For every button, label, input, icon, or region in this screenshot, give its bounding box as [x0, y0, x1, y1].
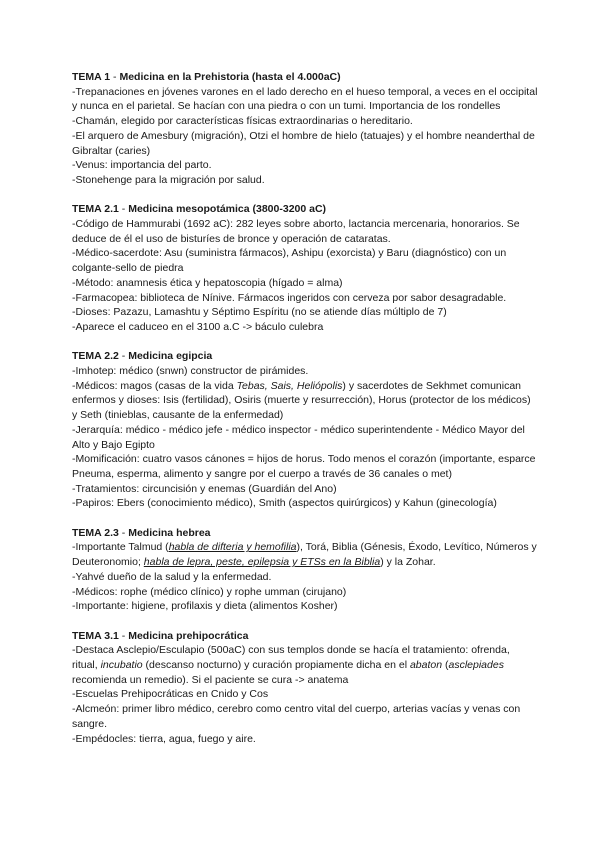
text-run: -Papiros: Ebers (conocimiento médico), Smith (aspectos quirúrgicos) y Kahun (ginecología): [72, 497, 497, 510]
text-run: -Momificación: cuatro vasos cánones = hijos de horus. Todo menos el corazón (importante, esparce Pneuma, esperma, alimento y sangre por el cuerpo a través de 36 canales o met): [72, 453, 536, 480]
section-number: TEMA 1: [72, 71, 111, 83]
list-item: [72, 702, 538, 731]
text-run: -Venus: importancia del parto.: [72, 159, 212, 172]
text-run: -Aparece el caduceo en el 3100 a.C -> báculo culebra: [72, 320, 324, 333]
text-run: -Farmacopea: biblioteca de Nínive. Fármacos ingeridos con cerveza por sabor desagradable.: [72, 291, 507, 304]
list-item: [72, 732, 538, 747]
italic-text: Tebas, Sais, Heliópolis: [236, 379, 343, 392]
list-item: [72, 570, 538, 585]
list-item: [72, 291, 538, 306]
text-run: (: [442, 659, 449, 672]
text-run: -Tratamientos: circuncisión y enemas (Guardián del Ano): [72, 482, 337, 495]
list-item: [72, 246, 538, 275]
section: [72, 526, 538, 614]
section-title: Medicina egipcia: [128, 350, 213, 363]
italic-text: asclepiades: [448, 659, 504, 672]
list-item: [72, 496, 538, 511]
section-number: TEMA 3.1: [72, 629, 119, 642]
section-number: TEMA 2.2: [72, 350, 119, 363]
text-run: -Yahvé dueño de la salud y la enfermedad.: [72, 570, 272, 583]
text-run: -Stonehenge para la migración por salud.: [72, 173, 265, 186]
text-run: -Médico-sacerdote: Asu (suministra fármacos), Ashipu (exorcista) y Baru (diagnóstico) con un colgante-sello de piedra: [72, 247, 507, 275]
section-heading: [72, 629, 538, 644]
section-separator: -: [118, 526, 129, 539]
text-run: (descanso nocturno) y curación propiamente dicha en el: [142, 659, 410, 672]
section-separator: -: [118, 629, 129, 642]
text-run: -Médicos: magos (casas de la vida: [72, 379, 237, 392]
underlined-text: habla de difteria y hemofilia: [168, 541, 297, 554]
text-run: -Empédocles: tierra, agua, fuego y aire.: [72, 732, 256, 745]
text-run: -Imhotep: médico (snwn) constructor de pirámides.: [72, 365, 309, 378]
list-item: [72, 379, 538, 423]
list-item: [72, 643, 538, 687]
text-run: ) y sacerdotes de Sekhmet comunican enfermos y dioses: Isis (fertilidad), Osiris (muerte y resurrección), Horus (protector de los médicos) y Seth (tinieblas, causante de la enfermedad): [72, 379, 531, 422]
italic-text: incubatio: [100, 659, 143, 672]
text-run: -El arquero de Amesbury (migración), Otzi el hombre de hielo (tatuajes) y el hombre neanderthal de Gibraltar (caries): [72, 129, 535, 157]
text-run: -Dioses: Pazazu, Lamashtu y Séptimo Espíritu (no se atiende días múltiplo de 7): [72, 306, 447, 319]
italic-text: abaton: [409, 659, 443, 672]
underlined-text: habla de lepra, peste, epilepsia y ETSs en la Biblia: [143, 556, 381, 569]
list-item: [72, 364, 538, 379]
text-run: -Destaca Asclepio/Esculapio (500aC) con sus templos donde se hacía el tratamiento: ofrenda, ritual,: [72, 644, 510, 672]
list-item: [72, 158, 538, 173]
section-heading: [72, 349, 538, 364]
section-title: Medicina prehipocrática: [128, 629, 249, 642]
text-run: -Trepanaciones en jóvenes varones en el lado derecho en el hueso temporal, a veces en el occipital y nunca en el parietal. Se hacían con una piedra o con un tumi. Importancia de los rondelles: [72, 85, 538, 113]
text-run: -Chamán, elegido por características físicas extraordinarias o hereditario.: [72, 115, 413, 128]
text-run: -Alcmeón: primer libro médico, cerebro como centro vital del cuerpo, arterias vacías y venas con sangre.: [72, 703, 521, 730]
list-item: [72, 585, 538, 600]
list-item: [72, 320, 538, 335]
list-item: [72, 452, 538, 481]
text-run: recomienda un remedio). Si el paciente se cura -> anatema: [72, 673, 349, 686]
list-item: [72, 482, 538, 497]
list-item: [72, 217, 538, 246]
section-number: TEMA 2.3: [72, 526, 119, 539]
list-item: [72, 305, 538, 320]
section-heading: [72, 526, 538, 541]
text-run: ) y la Zohar.: [380, 556, 436, 569]
list-item: [72, 85, 538, 114]
section-heading: [72, 202, 538, 217]
text-run: -Importante: higiene, profilaxis y dieta (alimentos Kosher): [72, 600, 338, 613]
list-item: [72, 173, 538, 188]
section: [72, 349, 538, 511]
list-item: [72, 276, 538, 291]
section-heading: [72, 70, 538, 85]
section-title: Medicina mesopotámica (3800-3200 aC): [128, 203, 327, 216]
section: [72, 70, 538, 188]
text-run: -Importante Talmud (: [72, 541, 169, 554]
list-item: [72, 129, 538, 158]
section-separator: -: [110, 71, 120, 83]
section: [72, 202, 538, 334]
section: [72, 629, 538, 747]
text-run: -Escuelas Prehipocráticas en Cnido y Cos: [72, 688, 269, 701]
section-separator: -: [118, 350, 129, 363]
text-run: -Jerarquía: médico - médico jefe - médico inspector - médico superintendente - Médico Mayor del Alto y Bajo Egipto: [72, 423, 525, 451]
list-item: [72, 114, 538, 129]
section-separator: -: [118, 203, 129, 216]
text-run: -Código de Hammurabi (1692 aC): 282 leyes sobre aborto, lactancia mercenaria, honorarios. Se deduce de él el uso de bisturíes de bronce y operación de cataratas.: [72, 218, 520, 245]
list-item: [72, 540, 538, 569]
section-number: TEMA 2.1: [72, 203, 119, 216]
list-item: [72, 687, 538, 702]
document-page: [72, 70, 538, 761]
section-title: Medicina en la Prehistoria (hasta el 4.000aC): [119, 71, 341, 83]
list-item: [72, 423, 538, 452]
text-run: -Método: anamnesis ética y hepatoscopia (hígado = alma): [72, 276, 343, 289]
list-item: [72, 599, 538, 614]
text-run: ), Torá, Biblia (Génesis, Éxodo, Levítico, Números y Deuteronomio;: [72, 541, 537, 569]
text-run: -Médicos: rophe (médico clínico) y rophe umman (cirujano): [72, 585, 347, 598]
section-title: Medicina hebrea: [128, 526, 211, 539]
